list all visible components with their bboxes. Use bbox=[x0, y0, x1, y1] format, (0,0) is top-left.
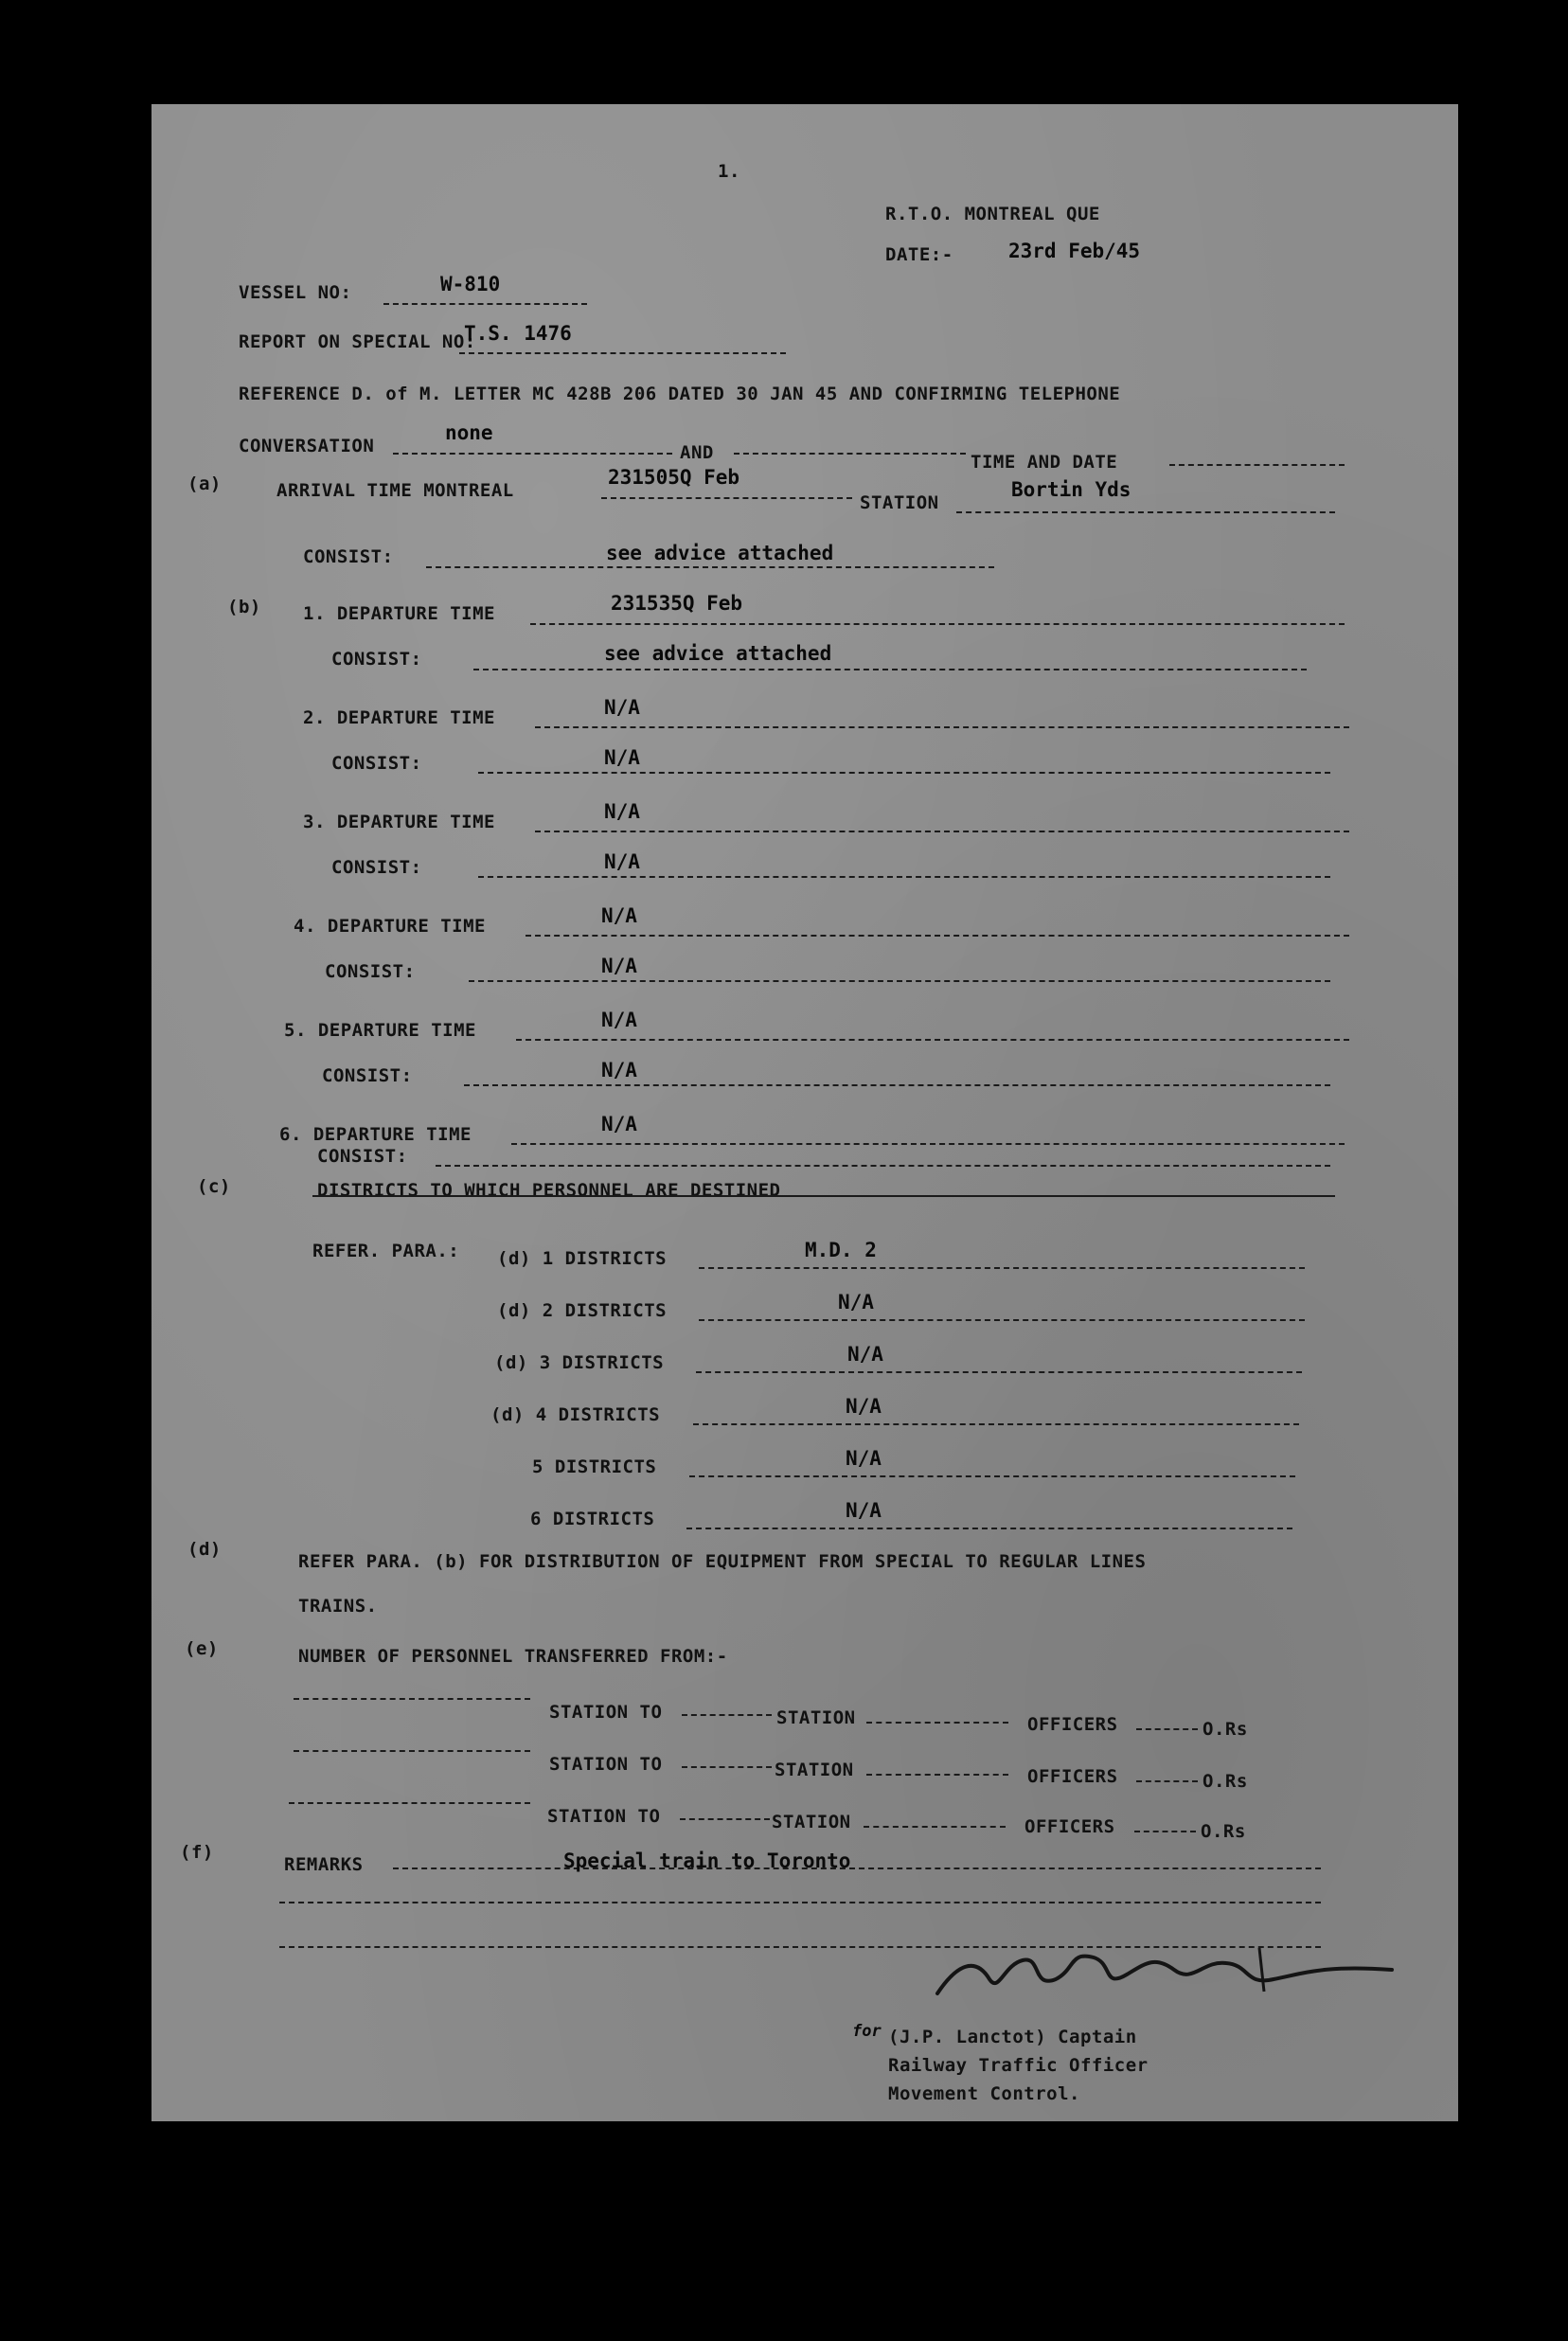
transfer-1-to-line bbox=[682, 1714, 772, 1716]
departure-3-consist-value: N/A bbox=[604, 850, 640, 873]
departure-5-consist-line bbox=[464, 1084, 1330, 1086]
district-3-label: (d) 3 DISTRICTS bbox=[494, 1352, 665, 1373]
departure-3-label: 3. DEPARTURE TIME bbox=[303, 812, 495, 832]
district-6-value: N/A bbox=[846, 1499, 882, 1522]
arrival-consist-value: see advice attached bbox=[606, 542, 834, 564]
district-2-label: (d) 2 DISTRICTS bbox=[497, 1300, 668, 1321]
and-line bbox=[734, 453, 966, 455]
district-2-line bbox=[699, 1319, 1305, 1321]
departure-1-line bbox=[530, 623, 1345, 625]
departure-5-consist-value: N/A bbox=[601, 1059, 637, 1081]
date-value: 23rd Feb/45 bbox=[1008, 240, 1141, 262]
departure-2-consist-value: N/A bbox=[604, 746, 640, 769]
departure-2-consist-line bbox=[478, 772, 1330, 774]
districts-rule bbox=[312, 1195, 1335, 1197]
transfer-1-officers-line bbox=[1136, 1728, 1198, 1730]
departure-1-label: 1. DEPARTURE TIME bbox=[303, 603, 495, 624]
departure-4-line bbox=[526, 935, 1349, 937]
remarks-value: Special train to Toronto bbox=[563, 1850, 851, 1872]
transfer-3-officers: OFFICERS bbox=[1025, 1816, 1115, 1837]
departure-2-consist-label: CONSIST: bbox=[331, 753, 422, 774]
transfer-2-officers: OFFICERS bbox=[1027, 1766, 1118, 1787]
section-e-title: NUMBER OF PERSONNEL TRANSFERRED FROM:- bbox=[298, 1646, 728, 1667]
transfer-2-station-to: STATION TO bbox=[549, 1754, 663, 1775]
departure-4-label: 4. DEPARTURE TIME bbox=[294, 916, 486, 937]
marker-d: (d) bbox=[187, 1539, 222, 1560]
marker-f: (f) bbox=[180, 1842, 214, 1863]
departure-3-consist-label: CONSIST: bbox=[331, 857, 422, 878]
signature-for: for bbox=[852, 2022, 882, 2041]
transfer-2-to-line bbox=[682, 1766, 772, 1768]
signatory-unit: Movement Control. bbox=[888, 2083, 1080, 2104]
district-6-line bbox=[686, 1528, 1292, 1529]
departure-6-consist-line bbox=[436, 1165, 1330, 1167]
transfer-3-station-to: STATION TO bbox=[547, 1806, 661, 1827]
vessel-line bbox=[383, 303, 587, 305]
transfer-1-from-line bbox=[294, 1698, 530, 1700]
district-5-label: 5 DISTRICTS bbox=[532, 1456, 657, 1477]
date-label: DATE:- bbox=[885, 244, 953, 265]
station-line bbox=[956, 511, 1335, 513]
section-d-line1: REFER PARA. (b) FOR DISTRIBUTION OF EQUIPMENT FROM SPECIAL TO REGULAR LINES bbox=[298, 1551, 1147, 1572]
district-5-line bbox=[689, 1475, 1295, 1477]
transfer-3-station: STATION bbox=[772, 1812, 851, 1832]
departure-5-value: N/A bbox=[601, 1009, 637, 1031]
remarks-line-1 bbox=[393, 1867, 1321, 1869]
vessel-value: W-810 bbox=[440, 273, 501, 295]
transfer-1-ors: O.Rs bbox=[1203, 1719, 1248, 1740]
arrival-value: 231505Q Feb bbox=[608, 466, 740, 489]
office-header: R.T.O. MONTREAL QUE bbox=[885, 204, 1100, 224]
conversation-and: AND bbox=[680, 442, 714, 463]
transfer-1-station-to: STATION TO bbox=[549, 1702, 663, 1723]
transfer-2-station-line bbox=[866, 1774, 1008, 1776]
marker-a: (a) bbox=[187, 474, 222, 494]
signatory-title: Railway Traffic Officer bbox=[888, 2055, 1149, 2076]
district-3-line bbox=[696, 1371, 1302, 1373]
transfer-2-ors: O.Rs bbox=[1203, 1771, 1248, 1792]
departure-1-consist-line bbox=[473, 669, 1307, 670]
departure-5-label: 5. DEPARTURE TIME bbox=[284, 1020, 476, 1041]
district-4-label: (d) 4 DISTRICTS bbox=[490, 1404, 661, 1425]
arrival-consist-line bbox=[426, 566, 994, 568]
departure-4-value: N/A bbox=[601, 904, 637, 927]
district-4-value: N/A bbox=[846, 1395, 882, 1418]
departure-2-value: N/A bbox=[604, 696, 640, 719]
refer-para-label: REFER. PARA.: bbox=[312, 1241, 460, 1261]
district-4-line bbox=[693, 1423, 1299, 1425]
departure-3-consist-line bbox=[478, 876, 1330, 878]
marker-c: (c) bbox=[197, 1176, 231, 1197]
remarks-label: REMARKS bbox=[284, 1854, 364, 1875]
arrival-label: ARRIVAL TIME MONTREAL bbox=[276, 480, 514, 501]
district-1-line bbox=[699, 1267, 1305, 1269]
marker-b: (b) bbox=[227, 597, 261, 617]
reference-text: REFERENCE D. of M. LETTER MC 428B 206 DATED 30 JAN 45 AND CONFIRMING TELEPHONE bbox=[239, 384, 1121, 404]
districts-title: DISTRICTS TO WHICH PERSONNEL ARE DESTINED bbox=[317, 1180, 781, 1201]
conversation-line bbox=[393, 453, 672, 455]
district-2-value: N/A bbox=[838, 1291, 874, 1313]
transfer-1-station: STATION bbox=[776, 1707, 856, 1728]
document-page bbox=[151, 104, 1458, 2121]
departure-1-consist-value: see advice attached bbox=[604, 642, 832, 665]
departure-1-consist-label: CONSIST: bbox=[331, 649, 422, 670]
departure-6-consist-label: CONSIST: bbox=[317, 1146, 408, 1167]
special-line bbox=[459, 352, 786, 354]
transfer-3-ors: O.Rs bbox=[1201, 1821, 1246, 1842]
transfer-3-to-line bbox=[680, 1818, 770, 1820]
station-label: STATION bbox=[860, 492, 939, 513]
conversation-value: none bbox=[445, 421, 493, 444]
special-value: T.S. 1476 bbox=[464, 322, 572, 345]
conversation-label: CONVERSATION bbox=[239, 436, 375, 456]
departure-5-line bbox=[516, 1039, 1349, 1041]
departure-2-label: 2. DEPARTURE TIME bbox=[303, 707, 495, 728]
departure-6-value: N/A bbox=[601, 1113, 637, 1135]
transfer-3-station-line bbox=[864, 1826, 1006, 1828]
transfer-3-officers-line bbox=[1134, 1831, 1196, 1832]
district-3-value: N/A bbox=[847, 1343, 883, 1366]
time-and-date-line bbox=[1169, 464, 1345, 466]
section-d-line2: TRAINS. bbox=[298, 1596, 378, 1617]
district-1-label: (d) 1 DISTRICTS bbox=[497, 1248, 668, 1269]
arrival-consist-label: CONSIST: bbox=[303, 546, 394, 567]
district-1-value: M.D. 2 bbox=[805, 1239, 877, 1261]
page-number: 1. bbox=[718, 161, 740, 182]
transfer-3-from-line bbox=[289, 1802, 530, 1804]
departure-4-consist-label: CONSIST: bbox=[325, 961, 416, 982]
vessel-label: VESSEL NO: bbox=[239, 282, 352, 303]
time-and-date-label: TIME AND DATE bbox=[971, 452, 1118, 473]
transfer-1-station-line bbox=[866, 1722, 1008, 1724]
signatory-name: (J.P. Lanctot) Captain bbox=[888, 2027, 1137, 2047]
transfer-2-officers-line bbox=[1136, 1780, 1198, 1782]
transfer-2-from-line bbox=[294, 1750, 530, 1752]
departure-3-value: N/A bbox=[604, 800, 640, 823]
departure-1-value: 231535Q Feb bbox=[611, 592, 743, 615]
special-label: REPORT ON SPECIAL NO: bbox=[239, 331, 476, 352]
station-value: Bortin Yds bbox=[1011, 478, 1131, 501]
departure-6-line bbox=[511, 1143, 1345, 1145]
arrival-line bbox=[601, 497, 852, 499]
departure-5-consist-label: CONSIST: bbox=[322, 1065, 413, 1086]
handwritten-signature bbox=[900, 1937, 1468, 2012]
district-6-label: 6 DISTRICTS bbox=[530, 1509, 655, 1529]
remarks-line-2 bbox=[279, 1902, 1321, 1903]
departure-3-line bbox=[535, 831, 1349, 832]
transfer-1-officers: OFFICERS bbox=[1027, 1714, 1118, 1735]
departure-2-line bbox=[535, 726, 1349, 728]
departure-4-consist-value: N/A bbox=[601, 955, 637, 977]
district-5-value: N/A bbox=[846, 1447, 882, 1470]
departure-6-label: 6. DEPARTURE TIME bbox=[279, 1124, 472, 1145]
departure-4-consist-line bbox=[469, 980, 1330, 982]
transfer-2-station: STATION bbox=[775, 1760, 854, 1780]
marker-e: (e) bbox=[185, 1638, 219, 1659]
